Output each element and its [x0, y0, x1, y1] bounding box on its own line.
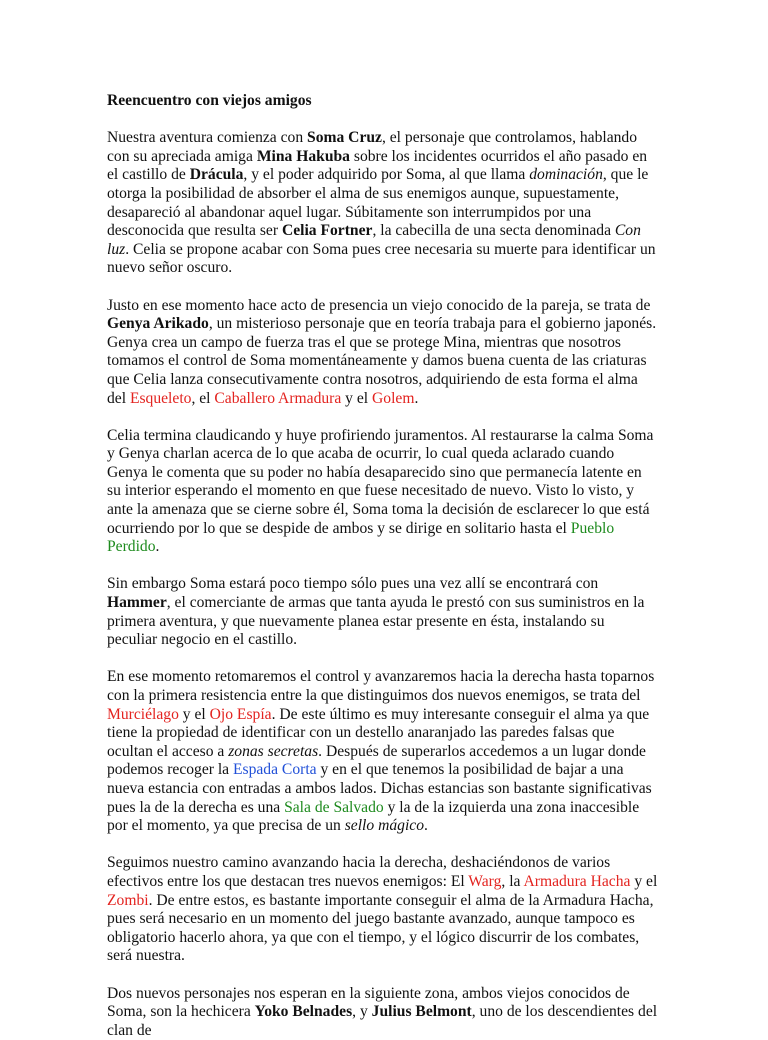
text: , la	[501, 873, 523, 890]
item-espada-corta: Espada Corta	[233, 761, 317, 778]
name-yoko: Yoko Belnades	[255, 1003, 352, 1020]
paragraph-4	[107, 575, 658, 649]
name-mina: Mina Hakuba	[257, 148, 350, 165]
text: , la cabecilla de una secta denominada	[372, 222, 614, 239]
text: Sin embargo Soma estará poco tiempo sólo pues una vez allí se encontrará con	[107, 575, 598, 592]
text: Justo en ese momento hace acto de presencia un viejo conocido de la pareja, se trata de	[107, 297, 650, 314]
paragraph-2	[107, 297, 658, 409]
text: . De entre estos, es bastante importante conseguir el alma de la Armadura Hacha, pues será necesario en un momento del juego bastante avanzado, aunque tampoco es obligatorio hacerlo ahora, ya que con el tiempo, y el lógico discurrir de los combates, será nuestra.	[107, 892, 653, 965]
text: y en el que tenemos la posibilidad de bajar a una nueva estancia con entradas a ambos lados. Dichas estancias son bastante significativas pues la de la derecha es una	[107, 761, 652, 815]
term-zonas-secretas: zonas secretas	[228, 743, 318, 760]
text: sobre los incidentes ocurridos el año pasado en el castillo de	[107, 148, 647, 184]
text: . Celia se propone acabar con Soma pues cree necesaria su muerte para identificar un nuevo señor oscuro.	[107, 241, 656, 277]
text: , que le otorga la posibilidad de absorber el alma de sus enemigos aunque, supuestamente, desapareció al abandonar aquel lugar. Súbitamente son interrumpidos por una desconocida que resulta ser	[107, 166, 648, 239]
location-pueblo-perdido: Pueblo Perdido	[107, 520, 614, 556]
location-sala-de-salvado: Sala de Salvado	[284, 799, 384, 816]
text: .	[414, 390, 418, 407]
text: , y	[352, 1003, 372, 1020]
term-dominacion: dominación	[529, 166, 603, 183]
text: Celia termina claudicando y huye profiriendo juramentos. Al restaurarse la calma Soma y Genya charlan acerca de lo que acaba de ocurrir, lo cual queda aclarado cuando Genya le comenta que su poder no había desaparecido sino que permanecía latente en su interior esperando el momento en que fuese necesitado de nuevo. Visto lo visto, y ante la amenaza que se cierne sobre él, Soma toma la decisión de esclarecer lo que está ocurriendo por lo que se despide de ambos y se dirige en solitario hasta el	[107, 427, 653, 537]
text: y la de la izquierda una zona inaccesible por el momento, ya que precisa de un	[107, 799, 639, 835]
enemy-golem: Golem	[372, 390, 414, 407]
name-celia: Celia Fortner	[282, 222, 373, 239]
enemy-warg: Warg	[468, 873, 501, 890]
text: Seguimos nuestro camino avanzando hacia la derecha, deshaciéndonos de varios efectivos entre los que destacan tres nuevos enemigos: El	[107, 854, 610, 890]
text: , uno de los descendientes del clan de	[107, 1003, 657, 1039]
enemy-ojo-espia: Ojo Espía	[210, 706, 272, 723]
text: y el	[179, 706, 210, 723]
term-con-luz: Con luz	[107, 222, 641, 258]
text: , el personaje que controlamos, hablando con su apreciada amiga	[107, 129, 637, 165]
text: y el	[630, 873, 657, 890]
text: , un misterioso personaje que en teoría trabaja para el gobierno japonés. Genya crea un campo de fuerza tras el que se protege Mina, mientras que nosotros tomamos el control de Soma momentáneamente y damos buena cuenta de las criaturas que Celia lanza consecutivamente contra nosotros, adquiriendo de esta forma el alma del	[107, 315, 656, 406]
name-hammer: Hammer	[107, 594, 167, 611]
text: , y el poder adquirido por Soma, al que llama	[243, 166, 529, 183]
paragraph-3	[107, 427, 658, 557]
paragraph-6	[107, 854, 658, 966]
name-julius: Julius Belmont	[372, 1003, 472, 1020]
text: En ese momento retomaremos el control y avanzaremos hacia la derecha hasta toparnos con la primera resistencia entre la que distinguimos dos nuevos enemigos, se trata del	[107, 668, 654, 704]
paragraph-1	[107, 129, 658, 278]
enemy-caballero-armadura: Caballero Armadura	[214, 390, 341, 407]
term-sello-magico: sello mágico	[345, 817, 424, 834]
section-title: Reencuentro con viejos amigos	[107, 92, 658, 111]
text: .	[156, 538, 160, 555]
enemy-zombi: Zombi	[107, 892, 149, 909]
text: . Después de superarlos accedemos a un lugar donde podemos recoger la	[107, 743, 646, 779]
text: , el	[191, 390, 214, 407]
paragraph-7	[107, 985, 658, 1040]
text: . De este último es muy interesante conseguir el alma ya que tiene la propiedad de identificar con un destello anaranjado las paredes falsas que ocultan el acceso a	[107, 706, 649, 760]
text: Nuestra aventura comienza con	[107, 129, 307, 146]
name-genya: Genya Arikado	[107, 315, 209, 332]
enemy-armadura-hacha: Armadura Hacha	[524, 873, 631, 890]
text: y el	[341, 390, 372, 407]
text: , el comerciante de armas que tanta ayuda le prestó con sus suministros en la primera aventura, y que nuevamente planea estar presente en ésta, instalando su peculiar negocio en el castillo.	[107, 594, 644, 648]
text: .	[424, 817, 428, 834]
paragraph-5	[107, 668, 658, 835]
text: Dos nuevos personajes nos esperan en la siguiente zona, ambos viejos conocidos de Soma, son la hechicera	[107, 985, 630, 1021]
enemy-murcielago: Murciélago	[107, 706, 179, 723]
enemy-esqueleto: Esqueleto	[130, 390, 192, 407]
name-soma: Soma Cruz	[307, 129, 382, 146]
name-dracula: Drácula	[190, 166, 244, 183]
